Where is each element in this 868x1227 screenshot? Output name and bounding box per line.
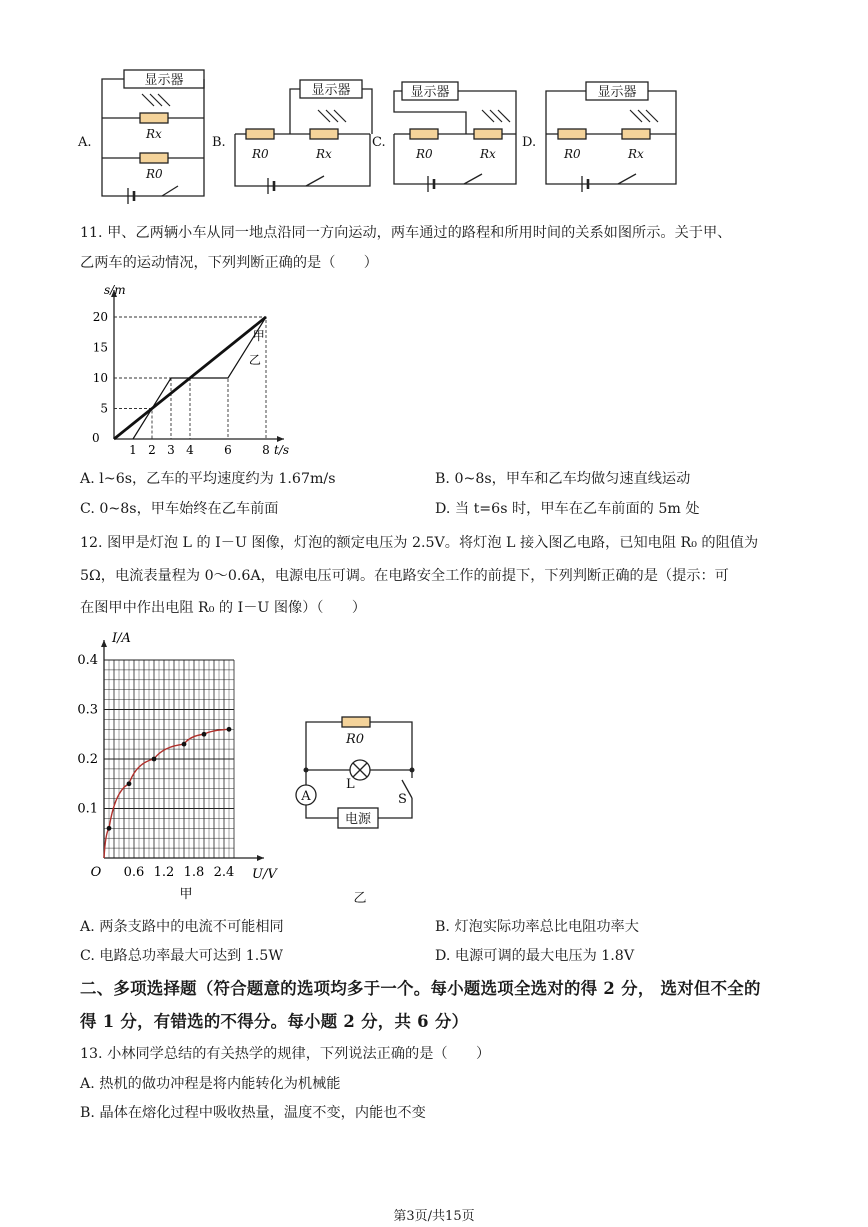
q12-option-a[interactable]: A. 两条支路中的电流不可能相同: [80, 919, 284, 935]
data-point: [202, 732, 207, 737]
q12-stem-line3: 在图甲中作出电阻 R₀ 的 I－U 图像）（ ）: [80, 600, 367, 616]
circuit-lamp-label: L: [346, 777, 355, 792]
y-tick-label: 15: [92, 340, 108, 355]
q11-option-b[interactable]: B. 0~8s，甲车和乙车均做匀速直线运动: [435, 471, 691, 487]
data-point: [182, 742, 187, 747]
rx-label-b: Rx: [316, 147, 332, 161]
option-c-label: C.: [372, 135, 386, 150]
q12-option-d[interactable]: D. 电源可调的最大电压为 1.8V: [435, 948, 635, 964]
circuit-caption: 乙: [353, 891, 367, 906]
q12-option-b[interactable]: B. 灯泡实际功率总比电阻功率大: [435, 919, 639, 935]
x-axis-arrow: [277, 436, 284, 442]
x-tick-label: 3: [167, 443, 175, 457]
q11-option-d[interactable]: D. 当 t=6s 时，甲车在乙车前面的 5m 处: [435, 501, 700, 517]
rx-label-c: Rx: [480, 147, 496, 161]
series-label-jia: 甲: [252, 329, 265, 344]
data-point: [152, 757, 157, 762]
q12-stem-line2: 5Ω，电流表量程为 0～0.6A，电源电压可调。在电路安全工作的前提下，下列判断正确的是（提示：可: [80, 568, 729, 584]
x-tick-label: 0.6: [123, 865, 145, 880]
option-d-label: D.: [522, 135, 537, 150]
rx-label-d: Rx: [628, 147, 644, 161]
circuit-source-label: 电源: [344, 812, 372, 827]
r0-label-b: R0: [252, 147, 269, 161]
q13-option-a[interactable]: A. 热机的做功冲程是将内能转化为机械能: [80, 1076, 341, 1092]
circuit-switch-label: S: [398, 792, 407, 807]
y-tick-label: 0.2: [77, 752, 98, 767]
q11-st-graph: [78, 282, 290, 458]
x-tick-label: 2: [148, 443, 156, 457]
display-label-b: 显示器: [311, 83, 351, 98]
x-axis-arrow: [257, 855, 264, 861]
option-a-label: A.: [78, 135, 92, 150]
y-tick-label: 5: [100, 401, 108, 416]
origin-label: 0: [92, 431, 100, 445]
q10-circuits: [70, 62, 690, 212]
circuit-r0-label: R0: [346, 732, 365, 747]
y-axis-arrow: [101, 640, 107, 647]
y-tick-label: 0.3: [77, 702, 98, 718]
x-tick-label: 1.2: [153, 865, 175, 880]
q11-stem-line1: 11. 甲、乙两辆小车从同一地点沿同一方向运动，两车通过的路程和所用时间的关系如图所示。关于甲、: [80, 225, 732, 241]
graph-caption: 甲: [179, 887, 193, 902]
x-tick-label: 1: [129, 443, 137, 457]
y-tick-label: 0.4: [77, 653, 98, 668]
x-axis-label: U/V: [252, 867, 277, 882]
q13-option-b[interactable]: B. 晶体在熔化过程中吸收热量，温度不变，内能也不变: [80, 1105, 426, 1121]
y-axis-label: I/A: [112, 631, 131, 646]
q12-option-c[interactable]: C. 电路总功率最大可达到 1.5W: [80, 948, 283, 964]
q11-option-c[interactable]: C. 0~8s，甲车始终在乙车前面: [80, 501, 279, 517]
y-tick-label: 10: [92, 371, 108, 385]
x-axis-label: t/s: [274, 443, 290, 457]
display-label-a: 显示器: [144, 73, 184, 88]
r0-resistor: [342, 717, 370, 727]
series-line-yi: [133, 317, 266, 439]
display-label-d: 显示器: [597, 85, 637, 100]
x-tick-label: 6: [224, 443, 232, 457]
x-tick-label: 4: [186, 443, 194, 457]
x-tick-label: 1.8: [183, 865, 205, 880]
y-axis-label: s/m: [104, 283, 126, 297]
data-point: [227, 727, 232, 732]
data-point: [107, 826, 112, 831]
q13-stem: 13. 小林同学总结的有关热学的规律，下列说法正确的是（ ）: [80, 1046, 491, 1062]
q12-iu-graph: [72, 628, 282, 900]
r0-label-d: R0: [564, 147, 581, 161]
section2-heading-line1: 二、多项选择题（符合题意的选项均多于一个。每小题选项全选对的得 2 分， 选对但不全的: [80, 979, 761, 998]
y-tick-label: 20: [92, 310, 108, 324]
r0-label-c: R0: [416, 147, 433, 161]
q12-circuit: [290, 708, 430, 908]
x-tick-label: 2.4: [213, 865, 235, 880]
section2-heading-line2: 得 1 分，有错选的不得分。每小题 2 分，共 6 分）: [80, 1012, 469, 1031]
q11-option-a[interactable]: A. l~6s，乙车的平均速度约为 1.67m/s: [80, 471, 336, 487]
rx-label-a: Rx: [146, 127, 162, 141]
option-b-label: B.: [212, 135, 226, 150]
lamp-iu-curve: [104, 729, 229, 858]
q12-stem-line1: 12. 图甲是灯泡 L 的 I－U 图像，灯泡的额定电压为 2.5V。将灯泡 L 接入图乙电路，已知电阻 R₀ 的阻值为: [80, 535, 759, 551]
data-point: [127, 781, 132, 786]
page-footer: 第3页/共15页: [393, 1209, 475, 1224]
circuit-ammeter-label: A: [301, 789, 311, 804]
q11-stem-line2: 乙两车的运动情况，下列判断正确的是（ ）: [80, 255, 378, 271]
origin-label: O: [90, 865, 102, 880]
r0-label-a: R0: [146, 167, 163, 181]
display-label-c: 显示器: [410, 85, 450, 100]
x-tick-label: 8: [262, 443, 270, 457]
y-tick-label: 0.1: [77, 801, 98, 817]
series-label-yi: 乙: [248, 352, 261, 367]
